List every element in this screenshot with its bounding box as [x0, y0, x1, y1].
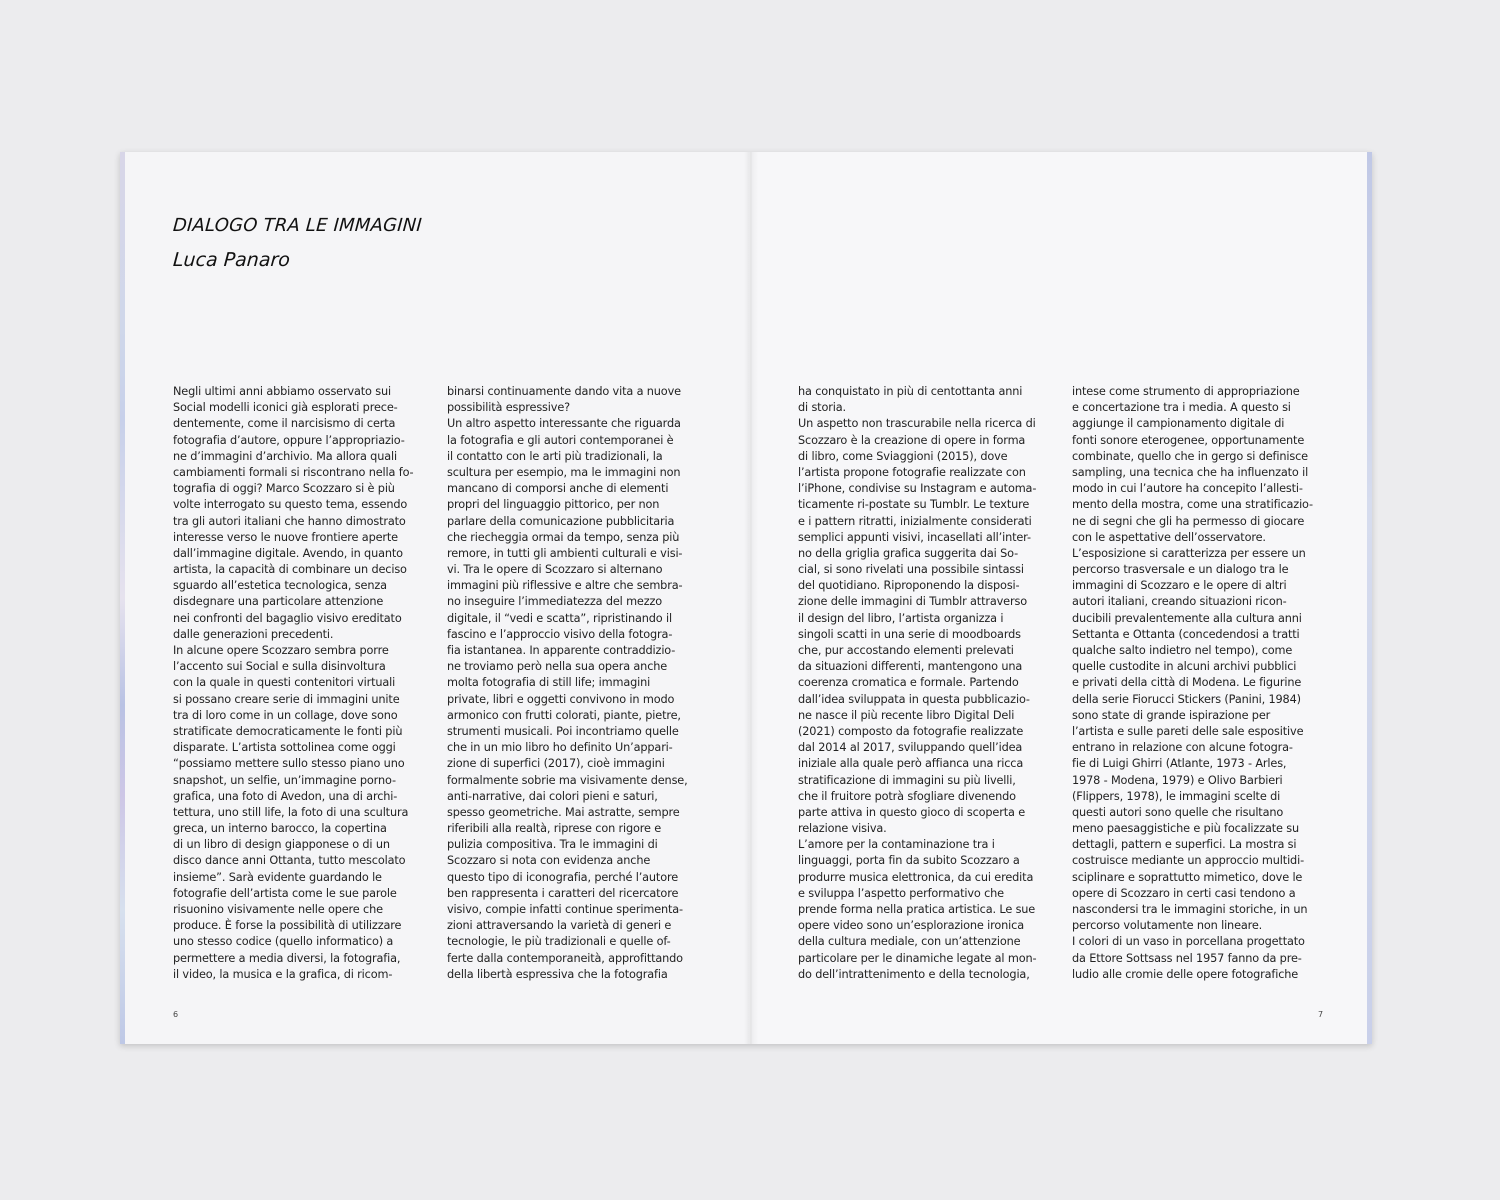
text-line: di libro, come Sviaggioni (2015), dove — [798, 449, 1008, 463]
text-line: il video, la musica e la grafica, di ricom- — [173, 967, 393, 981]
text-line: tettura, uno still life, la foto di una scultura — [173, 805, 409, 819]
right-page-edge — [1367, 152, 1372, 1044]
text-line: parte attiva in questo gioco di scoperta e — [798, 805, 1026, 819]
text-line: produrre musica elettronica, da cui eredita — [798, 870, 1034, 884]
text-line: snapshot, un selfie, un’immagine porno- — [173, 773, 396, 787]
text-line: prende forma nella pratica artistica. Le sue — [798, 903, 1036, 916]
text-line: immagini di Scozzaro e le opere di altri — [1072, 579, 1287, 593]
text-line: stratificate democraticamente le fonti più — [173, 724, 403, 738]
text-line: private, libri e oggetti convivono in modo — [447, 692, 675, 706]
text-line: remore, in tutti gli ambienti culturali e visi- — [447, 546, 683, 560]
text-line: da Ettore Sottsass nel 1957 fanno da pre- — [1072, 951, 1302, 965]
text-line: do dell’intrattenimento e della tecnologia, — [798, 967, 1030, 981]
text-line: In alcune opere Scozzaro sembra porre — [173, 644, 389, 657]
text-line: binarsi continuamente dando vita a nuove — [447, 385, 681, 398]
text-line: ne di segni che gli ha permesso di giocare — [1072, 514, 1305, 528]
text-line: e concertazione tra i media. A questo si — [1072, 401, 1291, 415]
text-line: tra di loro come in un collage, dove sono — [173, 708, 398, 722]
text-line: di storia. — [798, 401, 846, 415]
text-line: fotografia d’autore, oppure l’appropriazio- — [173, 433, 405, 447]
text-line: nascondersi tra le immagini storiche, in un — [1072, 903, 1308, 916]
text-line: sguardo all’estetica tecnologica, senza — [173, 579, 387, 593]
text-line: disco dance anni Ottanta, tutto mescolato — [173, 854, 406, 868]
text-line: formalmente sobrie ma visivamente dense, — [447, 773, 688, 787]
text-line: modo in cui l’autore ha concepito l’allesti- — [1072, 482, 1303, 496]
text-line: dentemente, come il narcisismo di certa — [173, 417, 396, 431]
text-line: ticamente ri-postate su Tumblr. Le texture — [798, 498, 1030, 512]
article-title: DIALOGO TRA LE IMMAGINI — [172, 215, 423, 236]
text-line: mento della mostra, come una stratificazio- — [1072, 498, 1313, 512]
text-line: dal 2014 al 2017, sviluppando quell’idea — [798, 741, 1023, 755]
text-line: e sviluppa l’aspetto performativo che — [798, 886, 1004, 900]
text-line: disparate. L’artista sottolinea come oggi — [173, 741, 396, 755]
text-line: ferte dalla contemporaneità, approfittando — [447, 951, 683, 965]
page-number-right: 7 — [1318, 1010, 1324, 1019]
text-line: fie di Luigi Ghirri (Atlante, 1973 - Arles, — [1072, 757, 1287, 771]
text-line: no inseguire l’immediatezza del mezzo — [447, 595, 663, 609]
text-line: di un libro di design giapponese o di un — [173, 838, 390, 852]
text-line: “possiamo mettere sullo stesso piano uno — [173, 757, 405, 771]
text-line: strumenti musicali. Poi incontriamo quelle — [447, 724, 679, 738]
text-line: questi autori sono quelle che risultano — [1072, 805, 1284, 819]
text-column-2 — [447, 384, 695, 983]
text-line: aggiunge il campionamento digitale di — [1072, 417, 1285, 431]
text-line: del quotidiano. Riproponendo la disposi- — [798, 579, 1020, 593]
text-line: della cultura mediale, con un’attenzione — [798, 935, 1021, 949]
text-line: dalle generazioni precedenti. — [173, 627, 334, 641]
text-line: particolare per le dinamiche legate al mon- — [798, 951, 1037, 965]
text-line: fia istantanea. In apparente contraddizio- — [447, 644, 676, 657]
text-line: opere di Scozzaro in certi casi tendono a — [1072, 886, 1296, 900]
text-line: l’artista propone fotografie realizzate con — [798, 465, 1026, 479]
text-line: volte interrogato su questo tema, essendo — [173, 498, 408, 512]
text-line: ha conquistato in più di centottanta anni — [798, 385, 1023, 398]
text-line: risuonino visivamente nelle opere che — [173, 903, 383, 916]
text-line: permettere a media diversi, la fotografia, — [173, 951, 401, 965]
text-line: zioni attraversando la varietà di generi e — [447, 919, 672, 933]
text-line: I colori di un vaso in porcellana progettato — [1072, 935, 1305, 949]
text-line: il contatto con le arti più tradizionali, la — [447, 449, 663, 463]
text-line: il design del libro, l’artista organizza i — [798, 611, 1004, 625]
text-line: autori italiani, creando situazioni ricon- — [1072, 595, 1287, 609]
text-line: ducibili prevalentemente alla cultura anni — [1072, 611, 1302, 625]
text-line: Scozzaro è la creazione di opere in forma — [798, 433, 1026, 447]
text-line: disdegnare una particolare attenzione — [173, 595, 384, 609]
page-number-left: 6 — [173, 1010, 179, 1019]
text-line: Negli ultimi anni abbiamo osservato sui — [173, 385, 391, 398]
text-line: molta fotografia di still life; immagini — [447, 676, 651, 690]
text-line: cambiamenti formali si riscontrano nella fo- — [173, 465, 414, 479]
article-author: Luca Panaro — [172, 249, 291, 271]
text-line: interesse verso le nuove frontiere aperte — [173, 530, 398, 544]
text-line: coerenza cromatica e formale. Partendo — [798, 676, 1019, 690]
text-line: cial, si sono rivelati una possibile sintassi — [798, 563, 1024, 577]
text-line: tecnologie, le più tradizionali e quelle of- — [447, 935, 671, 949]
text-line: intese come strumento di appropriazione — [1072, 385, 1300, 398]
text-line: che in un mio libro ho definito Un’appari- — [447, 741, 673, 755]
text-line: zione di superfici (2017), cioè immagini — [447, 757, 665, 771]
text-line: (Flippers, 1978), le immagini scelte di — [1072, 789, 1281, 803]
text-column-3 — [798, 384, 1046, 983]
text-line: Social modelli iconici già esplorati prece- — [173, 401, 398, 415]
text-line: percorso trasversale e un dialogo tra le — [1072, 563, 1289, 577]
text-line: ne troviamo però nella sua opera anche — [447, 660, 668, 674]
text-line: Settanta e Ottanta (concedendosi a tratti — [1072, 627, 1300, 641]
text-line: semplici appunti visivi, incasellati all’inter- — [798, 530, 1031, 544]
text-line: sciplinare e soprattutto mimetico, dove le — [1072, 870, 1303, 884]
text-line: zione delle immagini di Tumblr attraverso — [798, 595, 1027, 609]
text-line: combinate, quello che in gergo si definisce — [1072, 449, 1308, 463]
text-line: uno stesso codice (quello informatico) a — [173, 935, 394, 949]
text-line: l’accento sui Social e sulla disinvoltura — [173, 660, 386, 674]
text-line: pulizia compositiva. Tra le immagini di — [447, 838, 658, 852]
text-line: immagini più riflessive e altre che sembra- — [447, 579, 683, 593]
text-line: dall’idea sviluppata in questa pubblicazio- — [798, 692, 1030, 706]
text-line: ben rappresenta i caratteri del ricercatore — [447, 886, 679, 900]
text-line: parlare della comunicazione pubblicitaria — [447, 514, 675, 528]
text-line: (2021) composto da fotografie realizzate — [798, 724, 1024, 738]
text-line: tra gli autori italiani che hanno dimostrato — [173, 514, 406, 528]
text-column-4 — [1072, 384, 1320, 983]
text-line: vi. Tra le opere di Scozzaro si alternano — [447, 563, 663, 577]
text-line: Un aspetto non trascurabile nella ricerca di — [798, 417, 1036, 431]
text-line: Un altro aspetto interessante che riguarda — [447, 417, 681, 431]
text-line: quelle custodite in alcuni archivi pubblici — [1072, 660, 1297, 674]
text-line: tografia di oggi? Marco Scozzaro si è più — [173, 482, 395, 496]
text-line: la fotografia e gli autori contemporanei è — [447, 433, 674, 447]
text-line: sono state di grande ispirazione per — [1072, 708, 1271, 722]
text-line: produce. È forse la possibilità di utilizzare — [173, 919, 402, 933]
text-line: con le aspettative dell’osservatore. — [1072, 530, 1266, 544]
text-line: fotografie dell’artista come le sue parole — [173, 886, 397, 900]
text-line: ne nasce il più recente libro Digital Deli — [798, 708, 1015, 722]
text-line: nei confronti del bagaglio visivo ereditato — [173, 611, 402, 625]
text-line: e i pattern ritratti, inizialmente considerati — [798, 514, 1032, 528]
text-column-1 — [173, 384, 421, 983]
text-line: spesso geometriche. Mai astratte, sempre — [447, 805, 680, 819]
text-line: greca, un interno barocco, la copertina — [173, 822, 387, 836]
text-line: della libertà espressiva che la fotografia — [447, 967, 668, 981]
text-line: ne d’immagini d’archivio. Ma allora quali — [173, 449, 397, 463]
text-line: che il fruitore potrà sfogliare divenendo — [798, 789, 1016, 803]
text-line: e privati della città di Modena. Le figurine — [1072, 676, 1302, 690]
text-line: no della griglia grafica suggerita dai So- — [798, 546, 1019, 560]
text-line: propri del linguaggio pittorico, per non — [447, 498, 660, 512]
text-line: fascino e l’approccio visivo della fotogra- — [447, 627, 673, 641]
text-line: dall’immagine digitale. Avendo, in quanto — [173, 546, 403, 560]
text-line: qualche salto indietro nel tempo), come — [1072, 644, 1293, 657]
text-line: 1978 - Modena, 1979) e Olivo Barbieri — [1072, 773, 1283, 787]
text-line: iniziale alla quale però affianca una ricca — [798, 757, 1024, 771]
text-line: relazione visiva. — [798, 822, 887, 836]
text-line: digitale, il “vedi e scatta”, ripristinando il — [447, 611, 672, 625]
book-gutter — [744, 152, 758, 1044]
text-line: si possano creare serie di immagini unite — [173, 692, 400, 706]
text-line: L’esposizione si caratterizza per essere un — [1072, 546, 1306, 560]
text-line: ludio alle cromie delle opere fotografiche — [1072, 967, 1299, 981]
text-line: possibilità espressive? — [447, 401, 570, 415]
text-line: costruisce mediante un approccio multidi- — [1072, 854, 1304, 868]
text-line: che, pur accostando elementi prelevati — [798, 644, 1014, 657]
text-line: insieme”. Sarà evidente guardando le — [173, 870, 382, 884]
text-line: da situazioni differenti, mantengono una — [798, 660, 1023, 674]
text-line: l’artista e sulle pareti delle sale espositive — [1072, 724, 1304, 738]
text-line: questo tipo di iconografia, perché l’autore — [447, 870, 679, 884]
text-line: armonico con frutti colorati, piante, pietre, — [447, 708, 681, 722]
text-line: opere video sono un’esplorazione ironica — [798, 919, 1024, 933]
text-line: visivo, compie infatti continue sperimenta- — [447, 903, 683, 916]
text-line: mancano di comporsi anche di elementi — [447, 482, 669, 496]
text-line: riferibili alla realtà, riprese con rigore e — [447, 822, 662, 836]
text-line: scultura per esempio, ma le immagini non — [447, 465, 681, 479]
text-line: fonti sonore eterogenee, opportunamente — [1072, 433, 1305, 447]
text-line: percorso volutamente non lineare. — [1072, 919, 1263, 933]
text-line: anti-narrative, dai colori pieni e saturi, — [447, 789, 658, 803]
text-line: stratificazione di immagini su più livelli, — [798, 773, 1016, 787]
text-line: Scozzaro si nota con evidenza anche — [447, 854, 651, 868]
text-line: dettagli, pattern e superfici. La mostra si — [1072, 838, 1297, 852]
text-line: L’amore per la contaminazione tra i — [798, 838, 995, 852]
text-line: entrano in relazione con alcune fotogra- — [1072, 741, 1293, 755]
text-line: della serie Fiorucci Stickers (Panini, 1984) — [1072, 692, 1301, 706]
text-line: grafica, una foto di Avedon, una di archi- — [173, 789, 398, 803]
text-line: artista, la capacità di combinare un deciso — [173, 563, 407, 577]
text-line: con la quale in questi contenitori virtuali — [173, 676, 396, 690]
text-line: l’iPhone, condivise su Instagram e automa- — [798, 482, 1037, 496]
text-line: linguaggi, porta fin da subito Scozzaro a — [798, 854, 1020, 868]
text-line: meno paesaggistiche e più focalizzate su — [1072, 822, 1300, 836]
text-line: che riecheggia ormai da tempo, senza più — [447, 530, 680, 544]
text-line: sampling, una tecnica che ha influenzato il — [1072, 465, 1309, 479]
text-line: singoli scatti in una serie di moodboards — [798, 627, 1021, 641]
left-page-edge — [120, 152, 125, 1044]
